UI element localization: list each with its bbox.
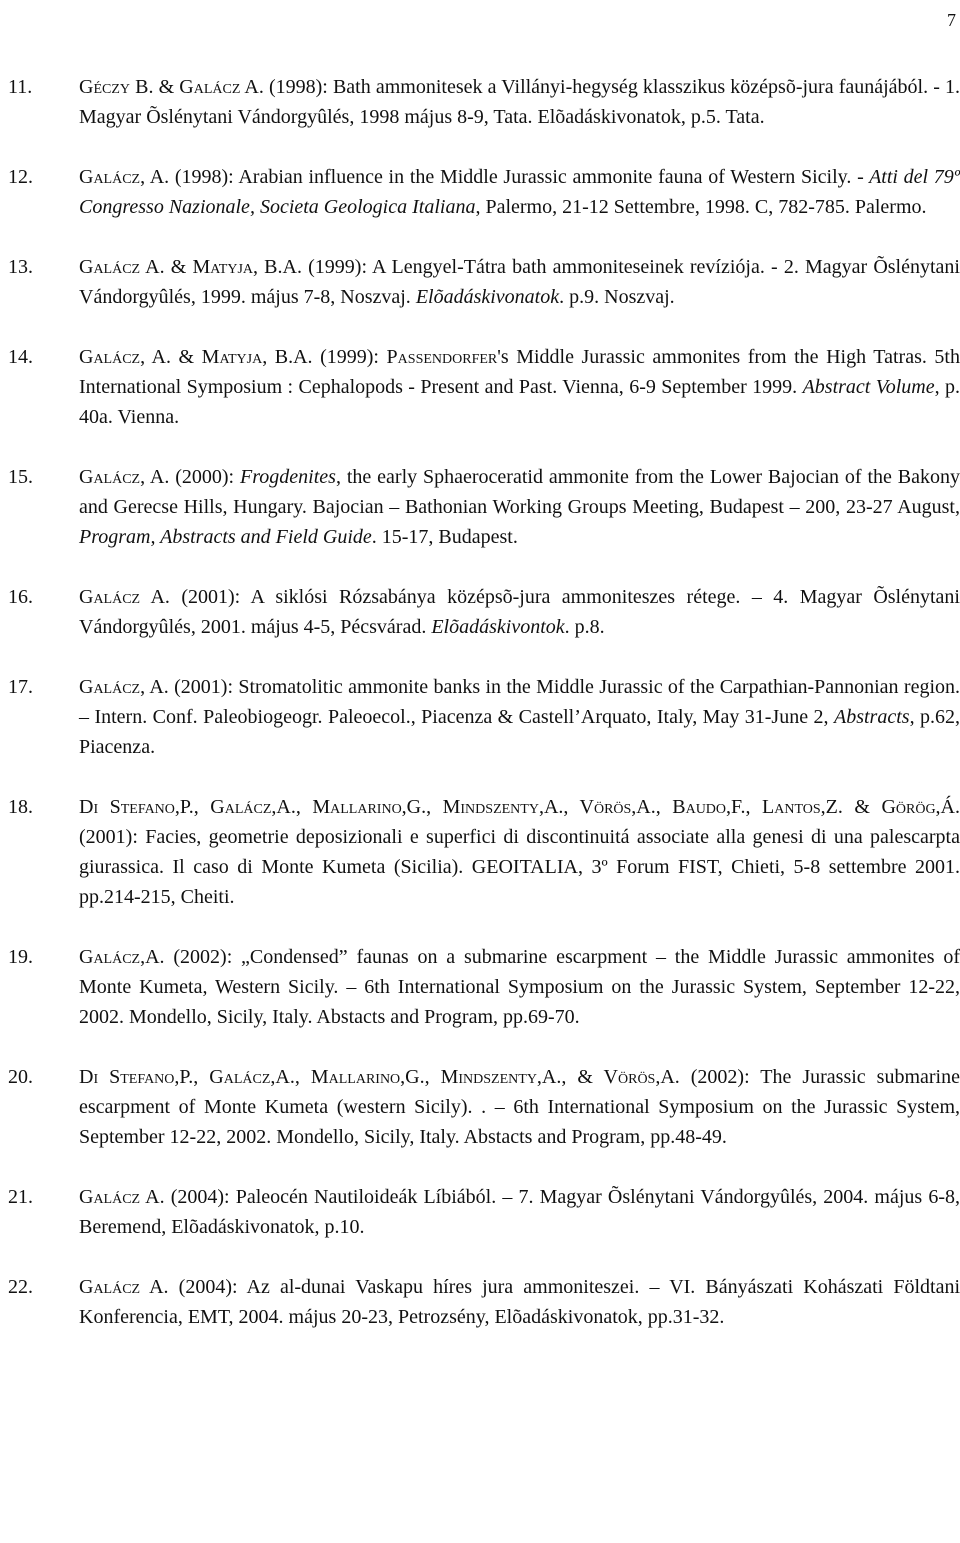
reference-text <box>79 72 960 132</box>
reference-segment: (1999): A Lengyel-Tátra bath ammoniteseinek revíziója. - 2. Magyar Õslénytani Vándorgyûlés, 1999. május 7-8, Noszvaj. <box>79 256 960 308</box>
reference-item <box>8 342 960 432</box>
reference-segment: (1999): <box>312 346 387 368</box>
author-names: Passendorfer <box>386 346 498 368</box>
reference-number: 17. <box>8 676 33 698</box>
reference-segment: (1998): Bath ammonitesek a Villányi-hegység klasszikus középsõ-jura faunájából. - 1. Magyar Õslénytani Vándorgyûlés, 1998 május 8-9, Tata. Elõadáskivonatok, p.5. Tata. <box>79 76 960 128</box>
reference-list <box>8 72 960 1332</box>
reference-segment: (1998): Arabian influence in the Middle Jurassic ammonite fauna of Western Sicily. <box>169 166 858 188</box>
author-names: Galácz, A. <box>79 676 169 698</box>
reference-number: 18. <box>8 796 33 818</box>
reference-segment: (2001): A siklósi Rózsabánya középsõ-jura ammoniteszes rétege. – 4. Magyar Õslénytani Vándorgyûlés, 2001. május 4-5, Pécsvárad. <box>79 586 960 638</box>
author-names: Di Stefano,P., Galácz,A., Mallarino,G., Mindszenty,A., Vörös,A., Baudo,F., Lantos,Z. & Görög,Á. <box>79 796 960 818</box>
reference-text <box>79 942 960 1032</box>
reference-segment: (2001): Stromatolitic ammonite banks in the Middle Jurassic of the Carpathian-Pannonian region. – Intern. Conf. Paleobiogeogr. Paleoecol., Piacenza & Castell’Arquato, Italy, May 31-June 2, <box>79 676 960 728</box>
italic-title: Program, Abstracts and Field Guide <box>79 526 372 548</box>
author-names: Géczy B. & Galácz A. <box>79 76 264 98</box>
reference-text <box>79 252 960 312</box>
reference-segment: (2002): The Jurassic submarine escarpment of Monte Kumeta (western Sicily). . – 6th International Symposium on the Jurassic System, September 12-22, 2002. Mondello, Sicily, Italy. Abstacts and Program, pp.48-49. <box>79 1066 960 1148</box>
italic-title: Abstracts <box>834 706 910 728</box>
reference-segment: . p.9. Noszvaj. <box>559 286 675 308</box>
reference-segment: , the early Sphaeroceratid ammonite from the Lower Bajocian of the Bakony and Gerecse Hills, Hungary. Bajocian – Bathonian Working Groups Meeting, Budapest – 200, 23-27 August, <box>79 466 960 518</box>
page-number: 7 <box>947 10 956 30</box>
reference-item <box>8 672 960 762</box>
reference-segment: (2001): Facies, geometrie deposizionali e superfici di discontinuitá associate alla genesi di una palescarpta giurassica. Il caso di Monte Kumeta (Sicilia). GEOITALIA, 3º Forum FIST, Chieti, 5-8 settembre 2001. pp.214-215, Cheiti. <box>79 826 960 908</box>
reference-text <box>79 1062 960 1152</box>
reference-segment: 's Middle Jurassic ammonites from the High Tatras. 5th International Symposium : Cephalopods - Present and Past. Vienna, 6-9 September 1999. <box>79 346 960 398</box>
reference-text <box>79 792 960 912</box>
reference-number: 14. <box>8 346 33 368</box>
reference-item <box>8 942 960 1032</box>
reference-number: 13. <box>8 256 33 278</box>
reference-item <box>8 1182 960 1242</box>
reference-segment: (2002): „Condensed” faunas on a submarine escarpment – the Middle Jurassic ammonites of Monte Kumeta, Western Sicily. – 6th International Symposium on the Jurassic System, September 12-22, 2002. Mondello, Sicily, Italy. Abstacts and Program, pp.69-70. <box>79 946 960 1028</box>
reference-number: 20. <box>8 1066 33 1088</box>
italic-title: Frogdenites <box>240 466 336 488</box>
reference-text <box>79 1272 960 1332</box>
reference-segment: , p.62, Piacenza. <box>79 706 960 758</box>
reference-segment: (2004): Az al-dunai Vaskapu híres jura ammoniteszei. – VI. Bányászati Kohászati Földtani Konferencia, EMT, 2004. május 20-23, Petrozsény, Elõadáskivonatok, pp.31-32. <box>79 1276 960 1328</box>
reference-item <box>8 252 960 312</box>
reference-text <box>79 582 960 642</box>
reference-segment: , Palermo, 21-12 Settembre, 1998. C, 782-785. Palermo. <box>475 196 927 218</box>
italic-title: Elõadáskivonatok <box>415 286 560 308</box>
reference-text <box>79 462 960 552</box>
reference-item <box>8 792 960 912</box>
reference-number: 19. <box>8 946 33 968</box>
italic-title: - Atti del 79º Congresso Nazionale, Societa Geologica Italiana <box>79 166 960 218</box>
reference-item <box>8 462 960 552</box>
author-names: Galácz, A. & Matyja, B.A. <box>79 346 313 368</box>
reference-item <box>8 162 960 222</box>
author-names: Galácz, A. <box>79 466 170 488</box>
reference-item <box>8 72 960 132</box>
author-names: Galácz A. <box>79 586 170 608</box>
reference-segment: , p. 40a. Vienna. <box>79 376 960 428</box>
reference-number: 15. <box>8 466 33 488</box>
reference-number: 21. <box>8 1186 33 1208</box>
reference-segment: . p.8. <box>564 616 605 638</box>
reference-number: 12. <box>8 166 33 188</box>
reference-number: 22. <box>8 1276 33 1298</box>
author-names: Galácz,A. <box>79 946 165 968</box>
reference-item <box>8 1062 960 1152</box>
reference-text <box>79 672 960 762</box>
reference-segment: (2000): <box>169 466 241 488</box>
reference-text <box>79 1182 960 1242</box>
reference-text <box>79 162 960 222</box>
author-names: Galácz, A. <box>79 166 170 188</box>
reference-segment: . 15-17, Budapest. <box>371 526 518 548</box>
reference-text <box>79 342 960 432</box>
reference-number: 16. <box>8 586 33 608</box>
reference-item <box>8 582 960 642</box>
italic-title: Elõadáskivontok <box>431 616 565 638</box>
author-names: Di Stefano,P., Galácz,A., Mallarino,G., Mindszenty,A., & Vörös,A. <box>79 1066 680 1088</box>
author-names: Galácz A. <box>79 1276 169 1298</box>
reference-number: 11. <box>8 76 33 98</box>
reference-item <box>8 1272 960 1332</box>
author-names: Galácz A. & Matyja, B.A. <box>79 256 302 278</box>
author-names: Galácz A. <box>79 1186 165 1208</box>
reference-segment: (2004): Paleocén Nautiloideák Líbiából. – 7. Magyar Õslénytani Vándorgyûlés, 2004. május 6-8, Beremend, Elõadáskivonatok, p.10. <box>79 1186 960 1238</box>
italic-title: Abstract Volume <box>802 376 935 398</box>
